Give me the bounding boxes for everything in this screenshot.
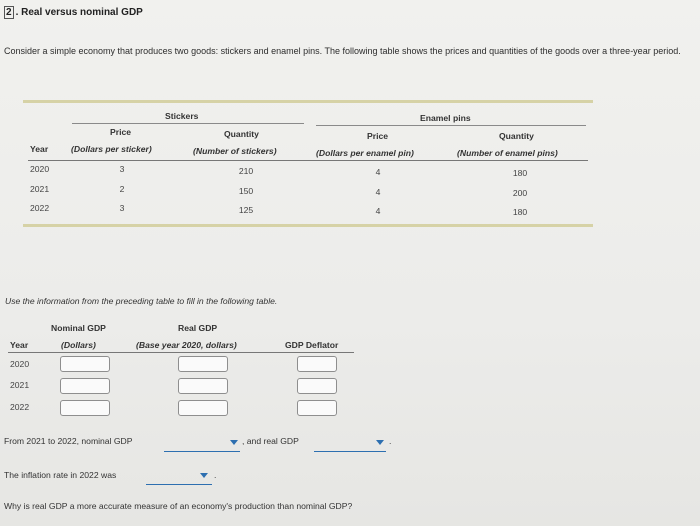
chevron-down-icon[interactable]: [376, 440, 384, 445]
table-top-rule: [23, 100, 593, 103]
nominal-gdp-2020-input[interactable]: [60, 356, 110, 372]
col-unit-pin-price: (Dollars per enamel pin): [316, 148, 414, 158]
row-pin-price: 4: [375, 206, 381, 216]
nominal-gdp-2021-input[interactable]: [60, 378, 110, 394]
question-title: 2 . Real versus nominal GDP: [6, 7, 143, 18]
sentence-inflation-rate: The inflation rate in 2022 was: [4, 470, 117, 480]
real-gdp-2020-input[interactable]: [178, 356, 228, 372]
row-sticker-price: 3: [119, 164, 125, 174]
row-year: 2022: [10, 402, 30, 412]
table-bottom-rule: [23, 224, 593, 227]
row-year: 2020: [10, 359, 30, 369]
enamel-group-underline: [316, 125, 586, 126]
nominal-gdp-change-dropdown[interactable]: [164, 439, 240, 452]
row-sticker-price: 2: [119, 184, 125, 194]
row-pin-qty: 180: [512, 207, 528, 217]
instruction-text: Use the information from the preceding table to fill in the following table.: [5, 296, 278, 306]
col-unit-nominal-gdp: (Dollars): [61, 340, 96, 350]
col-header-sticker-quantity: Quantity: [224, 129, 259, 139]
col-unit-real-gdp: (Base year 2020, dollars): [136, 340, 237, 350]
gdp-deflator-2022-input[interactable]: [297, 400, 337, 416]
col-header-pin-quantity: Quantity: [499, 131, 534, 141]
col-header-year: Year: [30, 144, 49, 154]
col-unit-sticker-price: (Dollars per sticker): [71, 144, 152, 154]
sentence-real-gdp: , and real GDP: [242, 436, 299, 446]
col-header-real-gdp: Real GDP: [178, 323, 218, 333]
row-pin-price: 4: [375, 167, 381, 177]
question-title-text: Real versus nominal GDP: [21, 7, 143, 18]
stickers-group-underline: [72, 123, 304, 124]
gdp-deflator-2021-input[interactable]: [297, 378, 337, 394]
group-header-enamel-pins: Enamel pins: [420, 113, 471, 123]
row-pin-qty: 180: [512, 168, 528, 178]
sentence-period: .: [214, 470, 217, 480]
col-header-nominal-gdp: Nominal GDP: [51, 323, 106, 333]
chevron-down-icon[interactable]: [230, 440, 238, 445]
question-intro: Consider a simple economy that produces two goods: stickers and enamel pins. The following table shows the prices and quantities of the goods over a three-year period.: [4, 46, 681, 56]
question-number: 2: [6, 7, 12, 18]
col-header-year-2: Year: [10, 340, 29, 350]
sentence-period: .: [389, 436, 392, 446]
real-gdp-2022-input[interactable]: [178, 400, 228, 416]
row-pin-qty: 200: [512, 188, 528, 198]
header-bottom-rule: [28, 160, 588, 161]
row-year: 2022: [30, 203, 50, 213]
row-year: 2020: [30, 164, 50, 174]
real-gdp-2021-input[interactable]: [178, 378, 228, 394]
col-unit-pin-quantity: (Number of enamel pins): [457, 148, 558, 158]
row-pin-price: 4: [375, 187, 381, 197]
row-sticker-price: 3: [119, 203, 125, 213]
col-header-pin-price: Price: [367, 131, 389, 141]
nominal-gdp-2022-input[interactable]: [60, 400, 110, 416]
col-header-sticker-price: Price: [110, 127, 132, 137]
col-unit-sticker-quantity: (Number of stickers): [193, 146, 277, 156]
chevron-down-icon[interactable]: [200, 473, 208, 478]
row-sticker-qty: 210: [238, 166, 254, 176]
row-year: 2021: [30, 184, 50, 194]
real-gdp-accuracy-question: Why is real GDP a more accurate measure of an economy's production than nominal GDP?: [4, 501, 353, 511]
sentence-nominal-gdp: From 2021 to 2022, nominal GDP: [4, 436, 133, 446]
row-sticker-qty: 150: [238, 186, 254, 196]
table2-header-rule: [8, 352, 354, 353]
group-header-stickers: Stickers: [165, 111, 199, 121]
row-sticker-qty: 125: [238, 205, 254, 215]
gdp-deflator-2020-input[interactable]: [297, 356, 337, 372]
row-year: 2021: [10, 380, 30, 390]
col-header-gdp-deflator: GDP Deflator: [285, 340, 339, 350]
